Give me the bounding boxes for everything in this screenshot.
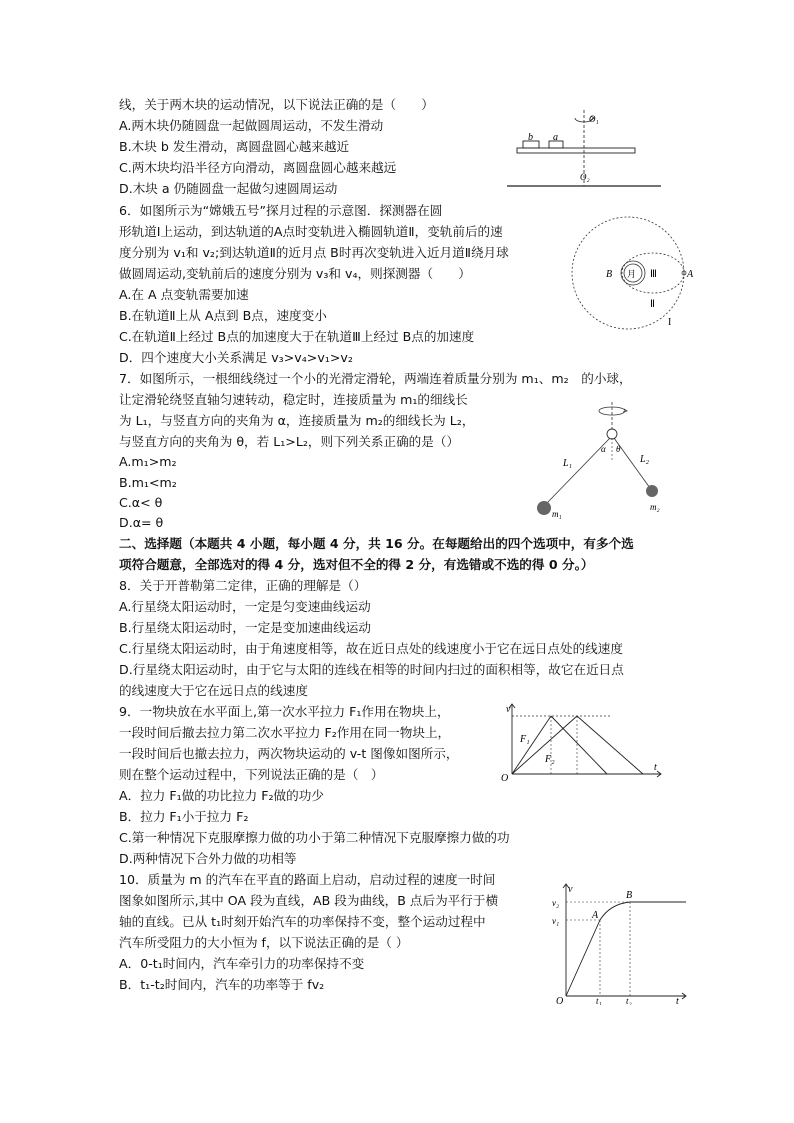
q7-stem-1: 7．如图所示，一根细线绕过一个小的光滑定滑轮，两端连着质量分别为 m₁、m₂ 的小球，	[119, 371, 632, 386]
q8-option-c: C.行星绕太阳运动时，由于角速度相等，故在近日点处的线速度小于它在远日点处的线速度	[119, 641, 623, 656]
q6-stem-2: 形轨道Ⅰ上运动，到达轨道的A点时变轨进入椭圆轨道Ⅱ，变轨前后的速	[119, 224, 503, 239]
moon-label: 月	[627, 269, 637, 279]
q7-stem-3: 为 L₁，与竖直方向的夹角为 α，连接质量为 m₂的细线长为 L₂，	[119, 413, 475, 428]
q5-option-c: C.两木块均沿半径方向滑动，离圆盘圆心越来越远	[119, 160, 397, 175]
o2-label: O₂	[580, 172, 590, 182]
v-axis-label: v	[506, 704, 511, 715]
q8-option-b: B.行星绕太阳运动时，一定是变加速曲线运动	[119, 620, 371, 635]
q9-option-c: C.第一种情况下克服摩擦力做的功小于第二种情况下克服摩擦力做的功	[119, 830, 510, 845]
theta-label: θ	[616, 444, 621, 454]
q6-stem-3: 度分别为 v₁和 v₂;到达轨道Ⅱ的近月点 B时再次变轨进入近月道Ⅱ绕月球	[119, 245, 509, 260]
point-a-label: A	[687, 269, 694, 280]
q7-option-a: A.m₁>m₂	[119, 454, 177, 469]
q5-stem-end: 线，关于两木块的运动情况，以下说法正确的是（ ）	[119, 97, 434, 112]
v-axis-label: v	[568, 884, 573, 895]
point-a-label: A	[592, 910, 599, 921]
q10-stem-3: 轴的直线。已从 t₁时刻开始汽车的功率保持不变，整个运动过程中	[119, 914, 486, 929]
q5-option-b: B.木块 b 发生滑动，离圆盘圆心越来越近	[119, 139, 350, 154]
t1-label: t₁	[596, 996, 602, 1005]
q9-stem-3: 一段时间后也撤去拉力，两次物块运动的 v-t 图像如图所示，	[119, 746, 459, 761]
m2-label: m₂	[650, 502, 660, 512]
q6-stem-1: 6．如图所示为“嫦娥五号”探月过程的示意图．探测器在圆	[119, 203, 443, 218]
q6-option-a: A.在 A 点变轨需要加速	[119, 287, 249, 302]
q8-option-d: D.行星绕太阳运动时，由于它与太阳的连线在相等的时间内扫过的面积相等，故它在近日点	[119, 662, 624, 677]
q8-option-a: A.行星绕太阳运动时，一定是匀变速曲线运动	[119, 599, 371, 614]
block-b-label: b	[528, 132, 533, 143]
origin-label: O	[501, 773, 509, 782]
l2-label: L₂	[640, 454, 650, 465]
q7-option-b: B.m₁<m₂	[119, 475, 177, 490]
q7-stem-4: 与竖直方向的夹角为 θ，若 L₁>L₂，则下列关系正确的是（）	[119, 434, 460, 449]
orbit-i-label: I	[668, 317, 672, 328]
q5-option-a: A.两木块仍随圆盘一起做圆周运动，不发生滑动	[119, 118, 384, 133]
orbit-ii-label: Ⅱ	[650, 299, 655, 310]
q6-stem-4: 做圆周运动,变轨前后的速度分别为 v₃和 v₄，则探测器（ ）	[119, 266, 471, 281]
m1-label: m₁	[552, 509, 562, 519]
q10-option-b: B．t₁-t₂时间内，汽车的功率等于 fv₂	[119, 977, 325, 992]
orbit-iii-label: Ⅲ	[650, 269, 657, 280]
q10-stem-4: 汽车所受阻力的大小恒为 f，以下说法正确的是（ ）	[119, 935, 409, 950]
t-axis-label: t	[676, 996, 679, 1005]
pulley-figure	[530, 400, 680, 522]
q10-option-a: A．0-t₁时间内，汽车牵引力的功率保持不变	[119, 956, 365, 971]
block-a-label: a	[553, 132, 558, 143]
o1-label: O₁	[589, 114, 599, 124]
q7-stem-2: 让定滑轮绕竖直轴匀速转动，稳定时，连接质量为 m₁的细线长	[119, 392, 468, 407]
q9-stem-1: 9．一物块放在水平面上,第一次水平拉力 F₁作用在物块上，	[119, 704, 450, 719]
q6-option-b: B.在轨道Ⅱ上从 A点到 B点，速度变小	[119, 308, 327, 323]
vt-graph-q9	[495, 700, 665, 782]
origin-label: O	[556, 996, 564, 1005]
q9-stem-4: 则在整个运动过程中，下列说法正确的是（ ）	[119, 767, 384, 782]
rotating-disk-figure	[505, 110, 665, 192]
section2-header-1: 二、选择题（本题共 4 小题，每小题 4 分，共 16 分。在每题给出的四个选项中，有多个选	[119, 536, 634, 551]
q7-option-c: C.α< θ	[119, 495, 163, 510]
q8-stem: 8．关于开普勒第二定律，正确的理解是（）	[119, 578, 367, 593]
v1-label: v₁	[552, 916, 560, 926]
point-b-label: B	[606, 269, 613, 280]
t-axis-label: t	[654, 762, 657, 773]
f1-label: F₁	[520, 734, 530, 745]
l1-label: L₁	[563, 458, 573, 469]
q6-option-d: D．四个速度大小关系满足 v₃>v₄>v₁>v₂	[119, 350, 353, 365]
v2-label: v₂	[552, 898, 560, 908]
alpha-label: α	[601, 444, 606, 454]
f2-label: F₂	[545, 754, 555, 765]
q9-option-a: A．拉力 F₁做的功比拉力 F₂做的功少	[119, 788, 324, 803]
q5-option-d: D.木块 a 仍随圆盘一起做匀速圆周运动	[119, 181, 338, 196]
t2-label: t₂	[626, 996, 632, 1005]
lunar-orbit-figure	[568, 215, 698, 333]
q10-stem-2: 图象如图所示,其中 OA 段为直线，AB 段为曲线，B 点后为平行于横	[119, 893, 499, 908]
q9-option-b: B．拉力 F₁小于拉力 F₂	[119, 809, 249, 824]
q10-stem-1: 10．质量为 m 的汽车在平直的路面上启动，启动过程的速度一时间	[119, 872, 496, 887]
q6-option-c: C.在轨道Ⅱ上经过 B点的加速度大于在轨道Ⅲ上经过 B点的加速度	[119, 329, 475, 344]
vt-graph-q10	[548, 880, 690, 1005]
q7-option-d: D.α= θ	[119, 515, 164, 530]
q9-option-d: D.两种情况下合外力做的功相等	[119, 851, 297, 866]
q9-stem-2: 一段时间后撤去拉力第二次水平拉力 F₂作用在同一物块上，	[119, 725, 451, 740]
point-b-label: B	[626, 890, 633, 901]
section2-header-2: 项符合题意，全部选对的得 4 分，选对但不全的得 2 分，有选错或不选的得 0 分。）	[119, 557, 594, 572]
q8-option-d-cont: 的线速度大于它在远日点的线速度	[119, 683, 308, 698]
